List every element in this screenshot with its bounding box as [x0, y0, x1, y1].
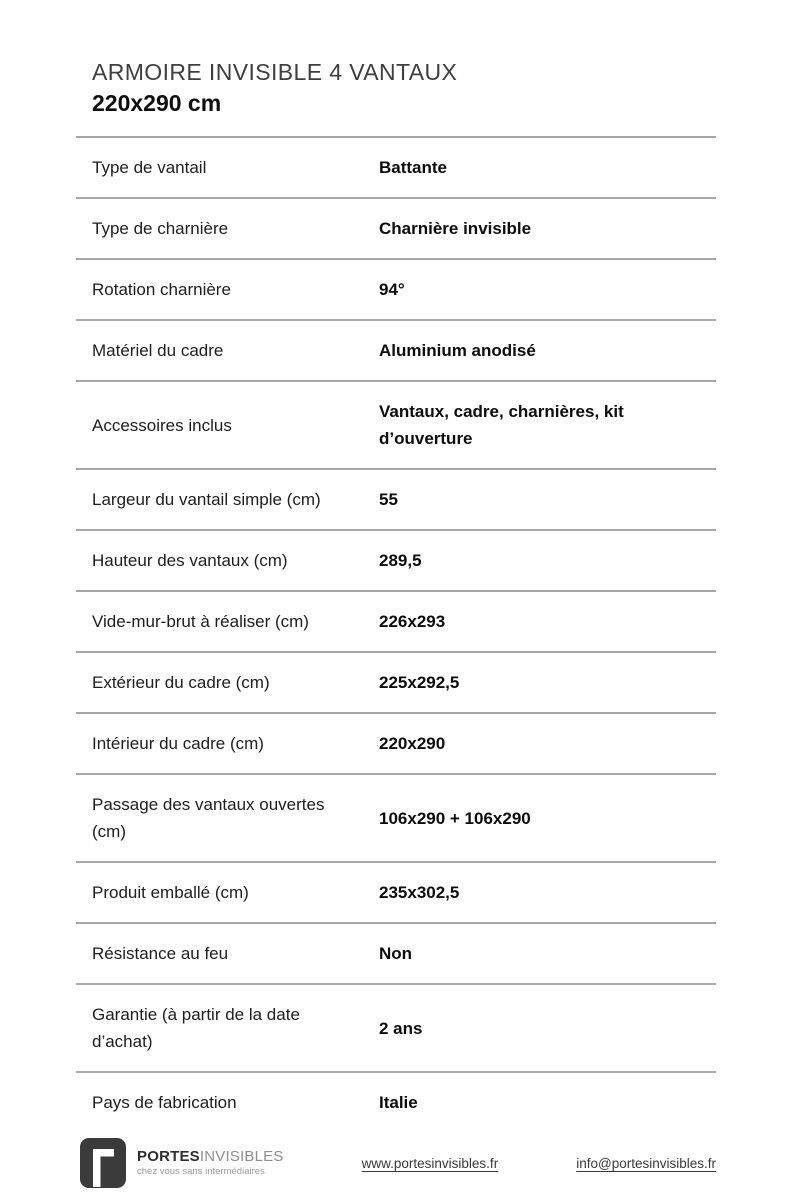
brand-logo: [76, 1138, 284, 1188]
spec-value: Non: [379, 944, 413, 963]
footer: [76, 1138, 716, 1188]
spec-row-rotation-charniere: [76, 258, 716, 319]
brand-name-light: INVISIBLES: [199, 1148, 284, 1165]
spec-row-passage-vantaux: [76, 773, 716, 861]
spec-row-accessoires: [76, 380, 716, 468]
spec-row-exterieur-cadre: [76, 651, 716, 712]
brand-name: [137, 1148, 284, 1165]
brand-text: [137, 1148, 284, 1178]
spec-row-type-charniere: [76, 197, 716, 258]
spec-label: Hauteur des vantaux (cm): [92, 551, 288, 570]
spec-label: Type de charnière: [92, 219, 229, 238]
spec-label: Vide-mur-brut à réaliser (cm): [92, 612, 309, 631]
page-title: ARMOIRE INVISIBLE 4 VANTAUX: [92, 59, 458, 85]
spec-label: Passage des vantaux ouvertes (cm): [92, 795, 325, 841]
spec-row-interieur-cadre: [76, 712, 716, 773]
spec-table: [76, 136, 716, 1132]
website-link[interactable]: www.portesinvisibles.fr: [361, 1155, 499, 1171]
spec-label: Extérieur du cadre (cm): [92, 673, 270, 692]
brand-tagline: chez vous sans intermédiaires: [137, 1166, 265, 1177]
spec-row-garantie: [76, 983, 716, 1071]
spec-value: Aluminium anodisé: [379, 341, 536, 360]
title-block: [76, 58, 716, 118]
open-door-logo-icon: [80, 1138, 126, 1188]
spec-row-materiel-cadre: [76, 319, 716, 380]
spec-label: Largeur du vantail simple (cm): [92, 490, 321, 509]
spec-value: Battante: [379, 158, 448, 177]
spec-value: 226x293: [379, 612, 446, 631]
spec-row-largeur-vantail: [76, 468, 716, 529]
spec-sheet-page: [76, 0, 716, 1188]
spec-label: Accessoires inclus: [92, 415, 232, 435]
spec-label: Résistance au feu: [92, 944, 229, 963]
spec-label: Produit emballé (cm): [92, 883, 249, 902]
spec-value: 220x290: [379, 734, 446, 753]
spec-value: Vantaux, cadre, charnières, kit d’ouverture: [379, 402, 624, 448]
spec-row-pays-fabrication: [76, 1071, 716, 1132]
spec-row-type-vantail: [76, 136, 716, 197]
spec-value: 289,5: [379, 551, 422, 570]
spec-label: Garantie (à partir de la date d’achat): [92, 1005, 300, 1051]
page-subtitle: 220x290 cm: [92, 90, 222, 116]
spec-label: Type de vantail: [92, 158, 207, 177]
spec-value: Italie: [379, 1093, 418, 1112]
spec-row-resistance-feu: [76, 922, 716, 983]
spec-value: 106x290 + 106x290: [379, 808, 531, 828]
spec-value: 94°: [379, 280, 405, 299]
spec-value: 235x302,5: [379, 883, 460, 902]
email-link[interactable]: info@portesinvisibles.fr: [576, 1155, 716, 1171]
spec-label: Pays de fabrication: [92, 1093, 237, 1112]
spec-row-vide-mur-brut: [76, 590, 716, 651]
spec-value: 2 ans: [379, 1018, 423, 1038]
spec-label: Rotation charnière: [92, 280, 231, 299]
spec-row-produit-emballe: [76, 861, 716, 922]
spec-label: Matériel du cadre: [92, 341, 224, 360]
spec-value: 55: [379, 490, 398, 509]
brand-name-bold: PORTES: [137, 1148, 200, 1165]
spec-value: 225x292,5: [379, 673, 460, 692]
spec-row-hauteur-vantaux: [76, 529, 716, 590]
spec-label: Intérieur du cadre (cm): [92, 734, 264, 753]
spec-value: Charnière invisible: [379, 219, 532, 238]
